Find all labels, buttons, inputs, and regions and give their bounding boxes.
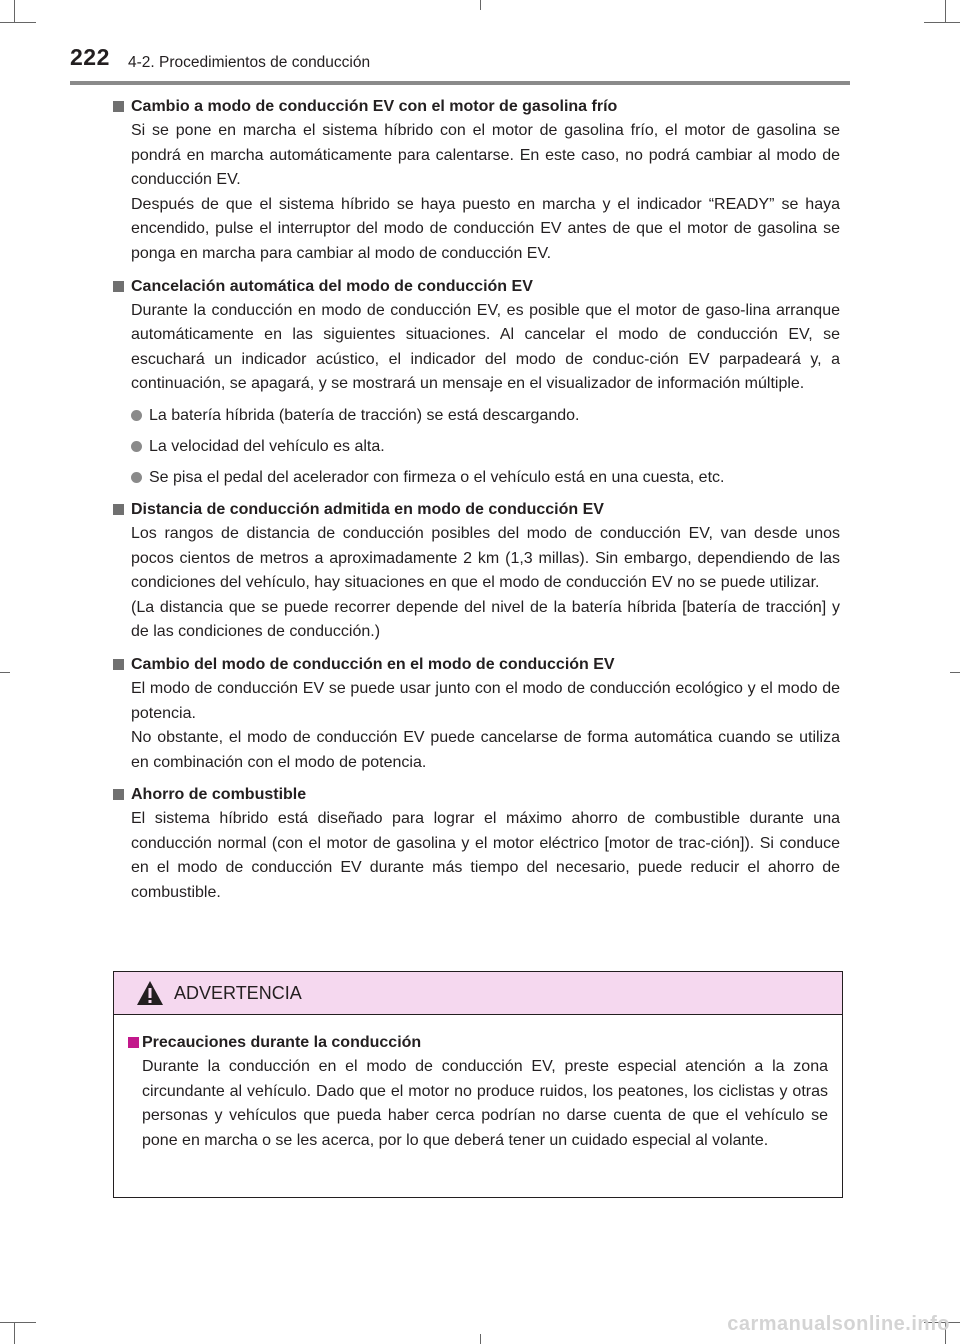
- list-item: La velocidad del vehículo es alta.: [131, 435, 840, 459]
- warning-triangle-icon: [136, 980, 164, 1006]
- square-bullet-icon: [113, 789, 124, 800]
- section-heading: Cambio del modo de conducción en el modo de conducción EV: [113, 653, 840, 677]
- section-heading: Ahorro de combustible: [113, 783, 840, 807]
- section-mode-change: [113, 653, 840, 775]
- main-content: [113, 95, 840, 914]
- crop-mark: [0, 1322, 36, 1323]
- section-title: 4-2. Procedimientos de conducción: [128, 54, 371, 71]
- warning-box: [113, 971, 843, 1198]
- crop-mark: [0, 22, 36, 23]
- list-item: La batería híbrida (batería de tracción) se está descargando.: [131, 404, 840, 428]
- circle-bullet-icon: [131, 441, 142, 452]
- paragraph: El sistema híbrido está diseñado para lograr el máximo ahorro de combustible durante una conducción normal (con el motor de gasolina y el motor eléctrico [motor de trac-ción]). Si conduce en el modo de conducción EV durante más tiempo del necesario, puede reducir el ahorro de combustible.: [131, 810, 840, 902]
- paragraph: Durante la conducción en modo de conducción EV, es posible que el motor de gaso-lina arranque automáticamente en las siguientes situaciones. Al cancelar el modo de conducción EV, se escuchará un indicador acústico, el indicador del modo de conduc-ción EV parpadeará y, a continuación, se apagará, y se mostrará un mensaje en el visualizador de información múltiple.: [131, 301, 840, 393]
- square-bullet-icon: [128, 1037, 139, 1048]
- circle-bullet-icon: [131, 472, 142, 483]
- warning-text: Durante la conducción en el modo de conducción EV, preste especial atención a la zona circundante al vehículo. Dado que el motor no produce ruidos, los peatones, los ciclistas y otras personas y vehículos que pueda haber cerca podrían no darse cuenta de que el vehículo se pone en marcha o se les acerca, por lo que deberá tener un cuidado especial al volante.: [142, 1058, 828, 1149]
- crop-mark: [480, 1334, 481, 1344]
- crop-mark: [945, 0, 946, 22]
- section-cold-engine: [113, 95, 840, 267]
- section-auto-cancel: [113, 275, 840, 490]
- list-item: Se pisa el pedal del acelerador con firmeza o el vehículo está en una cuesta, etc.: [131, 466, 840, 490]
- paragraph: Si se pone en marcha el sistema híbrido con el motor de gasolina frío, el motor de gasolina se pondrá en marcha automáticamente para calentarse. En este caso, no podrá cambiar al modo de conducción EV.: [131, 122, 840, 189]
- crop-mark: [0, 672, 10, 673]
- square-bullet-icon: [113, 504, 124, 515]
- section-fuel-economy: [113, 783, 840, 905]
- paragraph: Después de que el sistema híbrido se haya puesto en marcha y el indicador “READY” se haya encendido, pulse el interruptor del modo de conducción EV antes de que el motor de gasolina se ponga en marcha para cambiar al modo de conducción EV.: [131, 195, 840, 262]
- warning-heading: Precauciones durante la conducción: [128, 1031, 828, 1055]
- paragraph: Los rangos de distancia de conducción posibles del modo de conducción EV, van desde unos pocos cientos de metros a aproximadamente 2 km (1,3 millas). Sin embargo, dependiendo de las condiciones del vehículo, hay situaciones en que el modo de conducción EV no se puede utilizar.: [131, 524, 840, 592]
- circle-bullet-icon: [131, 410, 142, 421]
- warning-header: [114, 972, 842, 1015]
- warning-title: ADVERTENCIA: [174, 983, 302, 1003]
- watermark: carmanualsonline.info: [727, 1313, 950, 1335]
- crop-mark: [480, 0, 481, 10]
- section-heading: Cancelación automática del modo de conducción EV: [113, 275, 840, 299]
- warning-body: [114, 1015, 842, 1153]
- square-bullet-icon: [113, 659, 124, 670]
- crop-mark: [924, 22, 960, 23]
- crop-mark: [14, 0, 15, 22]
- paragraph: (La distancia que se puede recorrer depende del nivel de la batería híbrida [batería de tracción] y de las condiciones de conducción.): [131, 598, 840, 641]
- square-bullet-icon: [113, 281, 124, 292]
- section-heading: Distancia de conducción admitida en modo de conducción EV: [113, 498, 840, 522]
- section-distance: [113, 498, 840, 645]
- square-bullet-icon: [113, 101, 124, 112]
- crop-mark: [950, 672, 960, 673]
- section-heading: Cambio a modo de conducción EV con el motor de gasolina frío: [113, 95, 840, 119]
- page-header: [70, 44, 850, 84]
- paragraph: No obstante, el modo de conducción EV puede cancelarse de forma automática cuando se utiliza en combinación con el modo de potencia.: [131, 729, 840, 771]
- paragraph: El modo de conducción EV se puede usar junto con el modo de conducción ecológico y el modo de potencia.: [131, 679, 840, 722]
- header-rule: [70, 81, 850, 85]
- crop-mark: [14, 1322, 15, 1344]
- page-number: 222: [70, 44, 110, 70]
